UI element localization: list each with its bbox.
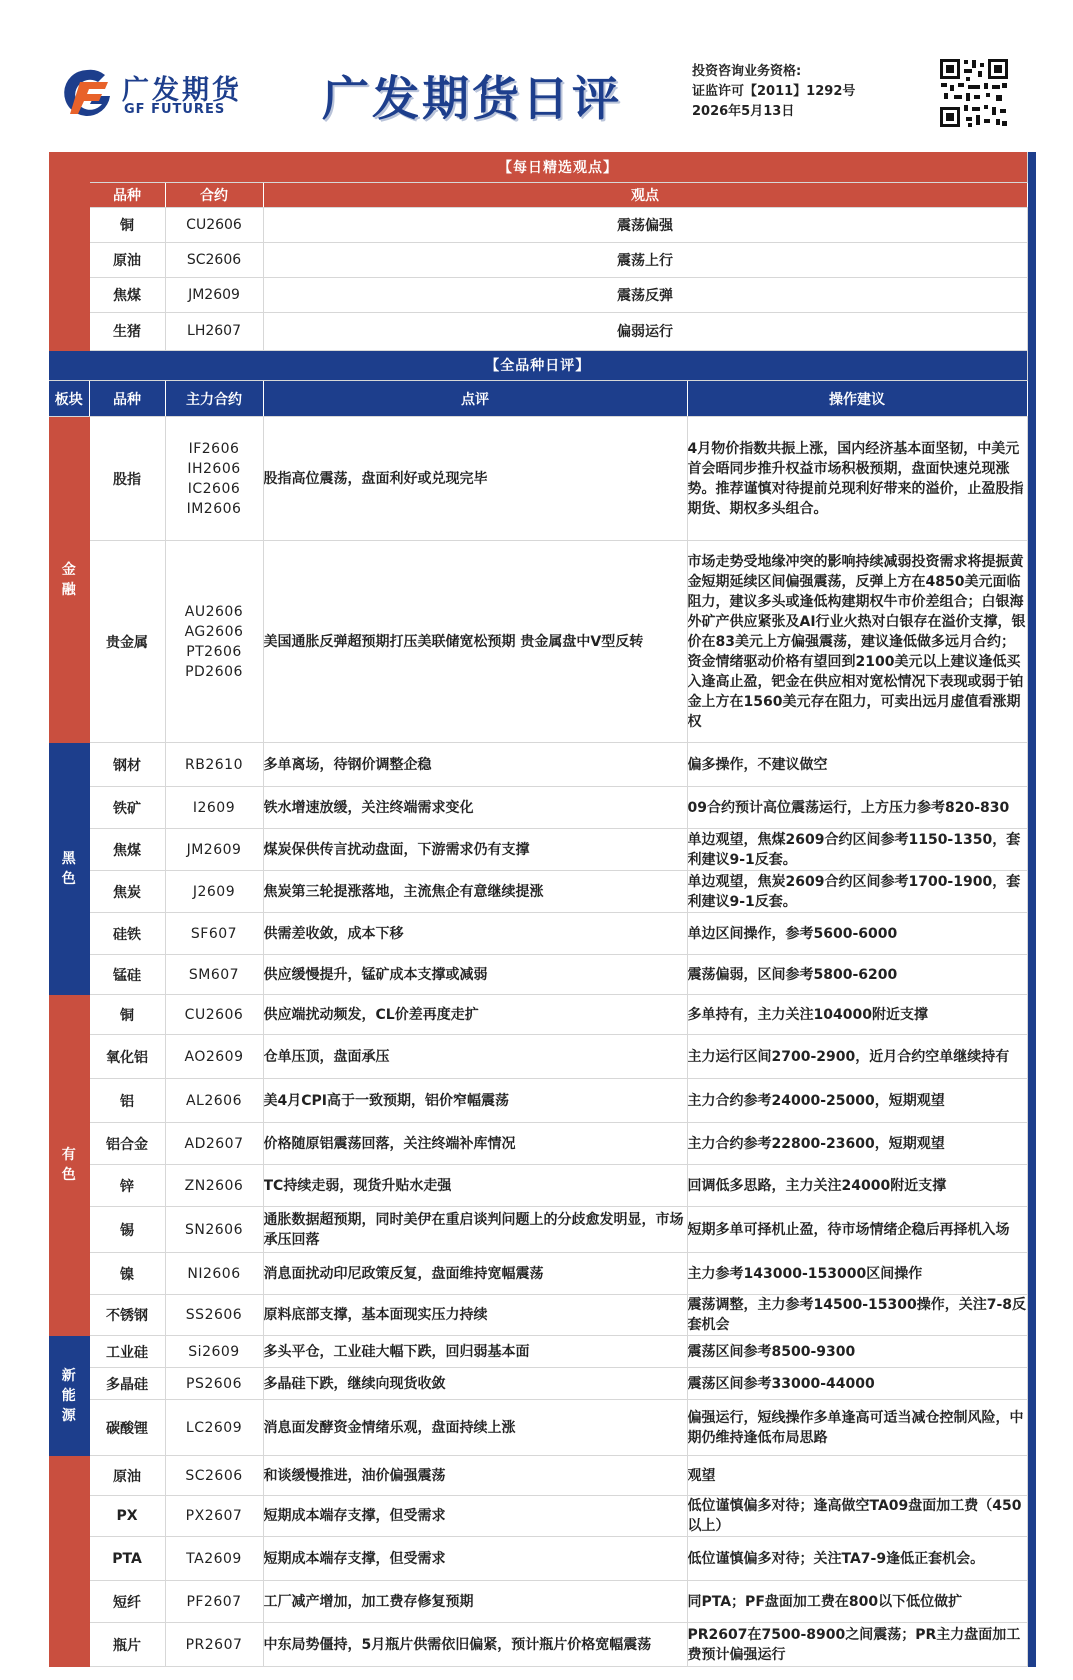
review-comment: 通胀数据超预期，同时美伊在重启谈判问题上的分歧愈发明显，市场承压回落 [263, 1207, 687, 1253]
review-advice: 主力合约参考24000-25000，短期观望 [687, 1079, 1027, 1123]
review-product: 原油 [89, 1456, 165, 1496]
review-advice: 震荡区间参考33000-44000 [687, 1368, 1027, 1400]
review-contract: SM607 [165, 955, 263, 995]
review-contract: PS2606 [165, 1368, 263, 1400]
review-advice: 回调低多思路，主力关注24000附近支撑 [687, 1165, 1027, 1207]
review-comment: 煤炭保供传言扰动盘面，下游需求仍有支撑 [263, 829, 687, 871]
review-contract: Si2609 [165, 1336, 263, 1368]
review-comment: 价格随原铝震荡回落，关注终端补库情况 [263, 1123, 687, 1165]
review-comment: 多晶硅下跌，继续向现货收敛 [263, 1368, 687, 1400]
review-row [49, 1623, 1035, 1667]
review-product: 铁矿 [89, 787, 165, 829]
daily-header-product: 品种 [89, 182, 165, 207]
review-row [49, 829, 1035, 871]
review-advice: 震荡区间参考8500-9300 [687, 1336, 1027, 1368]
review-advice: 震荡调整，主力参考14500-15300操作，关注7-8反套机会 [687, 1295, 1027, 1336]
review-advice: 观望 [687, 1456, 1027, 1496]
review-advice: PR2607在7500-8900之间震荡；PR主力盘面加工费预计偏强运行 [687, 1623, 1027, 1667]
review-comment: 供应端扰动频发，CL价差再度走扩 [263, 995, 687, 1035]
review-contract: TA2609 [165, 1537, 263, 1581]
review-row [49, 787, 1035, 829]
review-contract: PX2607 [165, 1496, 263, 1537]
review-advice: 偏强运行，短线操作多单逢高可适当减仓控制风险，中期仍维持逢低布局思路 [687, 1400, 1027, 1456]
sector-energy-chemical [49, 1456, 89, 1667]
sector-nonferrous [49, 995, 89, 1336]
review-product: PTA [89, 1537, 165, 1581]
review-comment: 消息面扰动印尼政策反复，盘面维持宽幅震荡 [263, 1253, 687, 1295]
gf-logo-mark-icon [58, 66, 116, 120]
review-comment: 和谈缓慢推进，油价偏强震荡 [263, 1456, 687, 1496]
logo-english-name: GF FUTURES [124, 102, 226, 117]
review-contract: SC2606 [165, 1456, 263, 1496]
review-advice: 市场走势受地缘冲突的影响持续减弱投资需求将提振黄金短期延续区间偏强震荡，反弹上方在4850美元面临阻力，建议多头或逢低构建期权牛市价差组合；白银海外矿产供应紧张及AI行业火热对白银存在溢价支撑，银价在83美元上方偏强震荡，建议逢低做多远月合约；资金情绪驱动价格有望回到2100美元以上建议逢低买入逢高止盈，钯金在供应相对宽松情况下表现或弱于铂金上方在1560美元存在阻力，可卖出远月虚值看涨期权 [687, 541, 1027, 743]
full-header-contract: 主力合约 [165, 381, 263, 417]
review-contract: I2609 [165, 787, 263, 829]
review-comment: 供应缓慢提升，锰矿成本支撑或减弱 [263, 955, 687, 995]
review-advice: 偏多操作，不建议做空 [687, 743, 1027, 787]
review-advice: 单边观望，焦炭2609合约区间参考1700-1900，套利建议9-1反套。 [687, 871, 1027, 913]
review-row [49, 1400, 1035, 1456]
review-comment: 铁水增速放缓，关注终端需求变化 [263, 787, 687, 829]
license-qualification: 投资咨询业务资格: [692, 64, 802, 79]
review-advice: 震荡偏弱，区间参考5800-6200 [687, 955, 1027, 995]
review-contract: NI2606 [165, 1253, 263, 1295]
daily-picks-table [49, 152, 1036, 351]
review-advice: 单边观望，焦煤2609合约区间参考1150-1350，套利建议9-1反套。 [687, 829, 1027, 871]
review-product: 短纤 [89, 1581, 165, 1623]
review-product: 焦煤 [89, 829, 165, 871]
review-comment: 仓单压顶，盘面承压 [263, 1035, 687, 1079]
review-product: 锌 [89, 1165, 165, 1207]
daily-contract: JM2609 [165, 277, 263, 312]
review-product: 铝 [89, 1079, 165, 1123]
review-advice: 多单持有，主力关注104000附近支撑 [687, 995, 1027, 1035]
review-product: 铝合金 [89, 1123, 165, 1165]
daily-header-view: 观点 [263, 182, 1027, 207]
review-row [49, 1496, 1035, 1537]
report-date: 2026年5月13日 [692, 104, 795, 119]
review-product: 锰硅 [89, 955, 165, 995]
review-row [49, 955, 1035, 995]
review-row [49, 1368, 1035, 1400]
review-product: 股指 [89, 417, 165, 541]
sector-nonferrous-label: 有色 [61, 1147, 76, 1183]
review-row [49, 995, 1035, 1035]
review-contract: SS2606 [165, 1295, 263, 1336]
review-product: 工业硅 [89, 1336, 165, 1368]
review-contract: CU2606 [165, 995, 263, 1035]
logo-chinese-name: 广发期货 [122, 75, 242, 106]
review-comment: 短期成本端存支撑，但受需求 [263, 1537, 687, 1581]
review-comment: 美4月CPI高于一致预期，铝价窄幅震荡 [263, 1079, 687, 1123]
review-row [49, 913, 1035, 955]
review-row [49, 1581, 1035, 1623]
daily-product: 原油 [89, 242, 165, 277]
review-product: 氧化铝 [89, 1035, 165, 1079]
review-contract: AU2606 AG2606 PT2606 PD2606 [165, 541, 263, 743]
review-advice: 低位谨慎偏多对待；逢高做空TA09盘面加工费（450以上） [687, 1496, 1027, 1537]
review-contract: J2609 [165, 871, 263, 913]
review-advice: 同PTA；PF盘面加工费在800以下低位做扩 [687, 1581, 1027, 1623]
review-product: 钢材 [89, 743, 165, 787]
review-advice: 09合约预计高位震荡运行，上方压力参考820-830 [687, 787, 1027, 829]
daily-view: 震荡上行 [263, 242, 1027, 277]
review-comment: 消息面发酵资金情绪乐观，盘面持续上涨 [263, 1400, 687, 1456]
license-info [692, 62, 855, 122]
review-product: PX [89, 1496, 165, 1537]
review-product: 锡 [89, 1207, 165, 1253]
full-header-sector: 板块 [49, 381, 89, 417]
review-contract: IF2606 IH2606 IC2606 IM2606 [165, 417, 263, 541]
daily-picks-banner: 【每日精选观点】 [89, 152, 1027, 182]
review-row [49, 417, 1035, 541]
review-advice: 4月物价指数共振上涨，国内经济基本面坚韧，中美元首会晤同步推升权益市场积极预期，盘面快速兑现涨势。推荐谨慎对待提前兑现利好带来的溢价，止盈股指期货、期权多头组合。 [687, 417, 1027, 541]
review-comment: 短期成本端存支撑，但受需求 [263, 1496, 687, 1537]
review-comment: 股指高位震荡，盘面利好或兑现完毕 [263, 417, 687, 541]
sector-finance [49, 417, 89, 743]
review-row [49, 1123, 1035, 1165]
review-contract: LC2609 [165, 1400, 263, 1456]
review-product: 硅铁 [89, 913, 165, 955]
daily-view: 震荡偏强 [263, 207, 1027, 242]
review-product: 焦炭 [89, 871, 165, 913]
review-contract: PF2607 [165, 1581, 263, 1623]
daily-product: 焦煤 [89, 277, 165, 312]
daily-contract: SC2606 [165, 242, 263, 277]
review-row [49, 1336, 1035, 1368]
full-review-banner: 【全品种日评】 [49, 351, 1027, 381]
daily-row [49, 207, 1035, 242]
review-advice: 主力合约参考22800-23600，短期观望 [687, 1123, 1027, 1165]
review-contract: RB2610 [165, 743, 263, 787]
gf-futures-logo [58, 66, 248, 120]
review-row [49, 1165, 1035, 1207]
review-row [49, 871, 1035, 913]
review-advice: 主力运行区间2700-2900，近月合约空单继续持有 [687, 1035, 1027, 1079]
report-tables [49, 152, 1035, 1667]
qr-code-icon [938, 57, 1010, 129]
review-row [49, 1456, 1035, 1496]
daily-view: 偏弱运行 [263, 312, 1027, 350]
review-comment: 多头平仓，工业硅大幅下跌，回归弱基本面 [263, 1336, 687, 1368]
review-row [49, 1295, 1035, 1336]
review-contract: JM2609 [165, 829, 263, 871]
review-advice: 短期多单可择机止盈，待市场情绪企稳后再择机入场 [687, 1207, 1027, 1253]
daily-row [49, 277, 1035, 312]
daily-contract: CU2606 [165, 207, 263, 242]
review-row [49, 743, 1035, 787]
review-comment: TC持续走弱，现货升贴水走强 [263, 1165, 687, 1207]
review-comment: 多单离场，待钢价调整企稳 [263, 743, 687, 787]
review-contract: PR2607 [165, 1623, 263, 1667]
sector-new-energy-label: 新能源 [61, 1367, 76, 1424]
review-row [49, 1537, 1035, 1581]
review-product: 铜 [89, 995, 165, 1035]
review-contract: AO2609 [165, 1035, 263, 1079]
full-header-product: 品种 [89, 381, 165, 417]
review-comment: 美国通胀反弹超预期打压美联储宽松预期 贵金属盘中V型反转 [263, 541, 687, 743]
daily-product: 铜 [89, 207, 165, 242]
sector-finance-label: 金融 [61, 561, 76, 598]
review-contract: SF607 [165, 913, 263, 955]
review-contract: AL2606 [165, 1079, 263, 1123]
review-product: 贵金属 [89, 541, 165, 743]
review-comment: 中东局势僵持，5月瓶片供需依旧偏紧，预计瓶片价格宽幅震荡 [263, 1623, 687, 1667]
review-comment: 供需差收敛，成本下移 [263, 913, 687, 955]
review-product: 瓶片 [89, 1623, 165, 1667]
daily-contract: LH2607 [165, 312, 263, 350]
daily-header-contract: 合约 [165, 182, 263, 207]
review-comment: 工厂减产增加，加工费存修复预期 [263, 1581, 687, 1623]
report-header [0, 0, 1073, 152]
review-advice: 低位谨慎偏多对待；关注TA7-9逢低正套机会。 [687, 1537, 1027, 1581]
daily-product: 生猪 [89, 312, 165, 350]
review-product: 不锈钢 [89, 1295, 165, 1336]
sector-black-label: 黑色 [61, 850, 76, 887]
full-header-advice: 操作建议 [687, 381, 1027, 417]
review-product: 多晶硅 [89, 1368, 165, 1400]
review-contract: AD2607 [165, 1123, 263, 1165]
review-advice: 主力参考143000-153000区间操作 [687, 1253, 1027, 1295]
review-product: 镍 [89, 1253, 165, 1295]
sector-new-energy [49, 1336, 89, 1456]
review-comment: 焦炭第三轮提涨落地，主流焦企有意继续提涨 [263, 871, 687, 913]
report-title: 广发期货日评 [322, 72, 622, 127]
license-number: 证监许可【2011】1292号 [692, 84, 856, 99]
review-row [49, 1207, 1035, 1253]
review-row [49, 1035, 1035, 1079]
daily-row [49, 242, 1035, 277]
review-contract: ZN2606 [165, 1165, 263, 1207]
daily-row [49, 312, 1035, 350]
review-product: 碳酸锂 [89, 1400, 165, 1456]
review-advice: 单边区间操作，参考5600-6000 [687, 913, 1027, 955]
daily-view: 震荡反弹 [263, 277, 1027, 312]
sector-black [49, 743, 89, 995]
review-row [49, 541, 1035, 743]
review-comment: 原料底部支撑，基本面现实压力持续 [263, 1295, 687, 1336]
review-row [49, 1079, 1035, 1123]
full-review-table [49, 351, 1036, 1668]
review-row [49, 1253, 1035, 1295]
full-header-comment: 点评 [263, 381, 687, 417]
review-contract: SN2606 [165, 1207, 263, 1253]
